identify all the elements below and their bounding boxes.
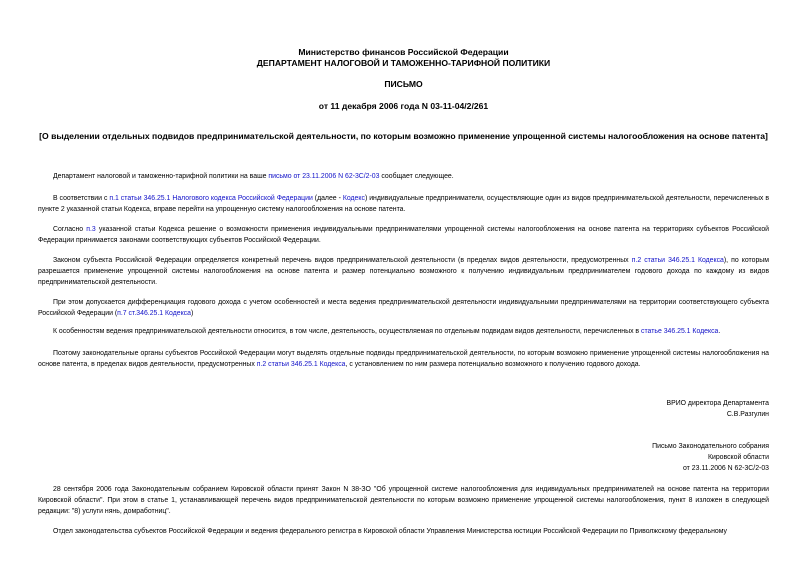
- document-title: [О выделении отдельных подвидов предпринимательской деятельности, по которым возможно применение упрощенной системы налогообложения на основе патента]: [39, 131, 768, 141]
- paragraph-2: [38, 193, 769, 215]
- paragraph-1-text-a: Департамент налоговой и таможенно-тарифной политики на ваше: [53, 173, 269, 180]
- paragraph-4-text-a: Законом субъекта Российской Федерации определяется конкретный перечень видов предпринимательской деятельности (в пределах видов деятельности, предусмотренных: [53, 257, 632, 264]
- ministry-name: Министерство финансов Российской Федерации: [298, 47, 509, 57]
- paragraph-5: [38, 297, 769, 319]
- paragraph-8: 28 сентября 2006 года Законодательным собранием Кировской области принят Закон N 38-ЗО "Об упрощенной системе налогообложения для индивидуальных предпринимателей на основе патента на территории Кировской области". При этом в статье 1, устанавливающей перечень видов предпринимательской деятельности по которым возможно применение упрощенной системы налогообложения, пункт 8 изложен в следующей редакции: "8) услуги нянь, домработниц".: [38, 486, 769, 515]
- paragraph-6-text-a: К особенностям ведения предпринимательской деятельности относится, в том числе, деятельность, осуществляемая по отдельным подвидам видов деятельности, перечисленных в: [53, 328, 641, 335]
- link-letter-62[interactable]: письмо от 23.11.2006 N 62-3С/2-03: [268, 173, 380, 180]
- paragraph-3: [38, 224, 769, 246]
- paragraph-2-text-a: В соответствии с: [53, 195, 110, 202]
- paragraph-9: Отдел законодательства субъектов Российской Федерации и ведения федерального регистра в Кировской области Управления Министерства юстиции Российской Федерации по Приволжскому федеральному: [53, 528, 727, 535]
- paragraph-2-text-b: (далее -: [312, 195, 343, 202]
- paragraph-4-text-b: ), по которым разрешается применение упрощенной системы налогообложения на основе патента и размер потенциально возможного к получению индивидуальным предпринимателем годового дохода по каждому из видов предпринимательской деятельности.: [38, 257, 769, 286]
- paragraph-1: [38, 171, 769, 182]
- department-name: ДЕПАРТАМЕНТ НАЛОГОВОЙ И ТАМОЖЕННО-ТАРИФНОЙ ПОЛИТИКИ: [256, 58, 551, 68]
- paragraph-1-text-b: сообщает следующее.: [379, 173, 454, 180]
- paragraph-2-text-c: ) индивидуальные предприниматели, осуществляющие один из видов предпринимательской деятельности, перечисленных в пункте 2 указанной статьи Кодекса, вправе перейти на упрощенную систему налогообложения на основе патента.: [38, 195, 770, 213]
- paragraph-6: [38, 326, 769, 337]
- paragraph-3-text-a: Согласно: [53, 226, 87, 233]
- document-date-number: от 11 декабря 2006 года N 03-11-04/2/261: [318, 101, 489, 111]
- paragraph-7: [38, 348, 769, 370]
- link-tax-code-article[interactable]: п.1 статьи 346.25.1 Налогового кодекса Российской Федерации: [109, 195, 313, 202]
- paragraph-4: [38, 255, 769, 288]
- paragraph-7-text-a: Поэтому законодательные органы субъектов Российской Федерации могут выделять отдельные подвиды предпринимательской деятельности, по которым возможно применение упрощенной системы налогообложения на основе патента, в пределах видов деятельности, предусмотренных: [38, 350, 769, 368]
- paragraph-3-text-b: указанной статьи Кодекса решение о возможности применения индивидуальными предпринимателями упрощенной системы налогообложения на основе патента на территориях субъектов Российской Федерации принимается законами соответствующих субъектов Российской Федерации.: [38, 226, 769, 244]
- paragraph-7-text-b: , с установлением по ним размера потенциально возможного к получению годового дохода.: [345, 361, 641, 368]
- link-clause-2-article-b[interactable]: п.2 статьи 346.25.1 Кодекса: [256, 361, 346, 368]
- document-type: ПИСЬМО: [384, 79, 423, 89]
- link-article-346[interactable]: статье 346.25.1 Кодекса: [641, 328, 719, 335]
- attachment-line-1: Письмо Законодательного собрания: [652, 443, 769, 450]
- paragraph-5-text-b: ): [190, 310, 194, 317]
- link-clause-3[interactable]: п.3: [86, 226, 96, 233]
- link-clause-7-article[interactable]: п.7 ст.346.25.1 Кодекса: [117, 310, 191, 317]
- attachment-line-2: Кировской области: [707, 454, 769, 461]
- link-clause-2-article[interactable]: п.2 статьи 346.25.1 Кодекса: [631, 257, 724, 264]
- paragraph-5-text-a: При этом допускается дифференциация годового дохода с учетом особенностей и места ведения предпринимательской деятельности индивидуальными предпринимателями на территории соответствующего субъекта Российской Федерации (: [38, 299, 769, 317]
- signatory-name: С.В.Разгулин: [726, 411, 769, 418]
- signatory-position: ВРИО директора Департамента: [666, 400, 769, 407]
- paragraph-6-text-b: .: [718, 328, 721, 335]
- attachment-line-3: от 23.11.2006 N 62-3С/2-03: [682, 465, 769, 472]
- link-code[interactable]: Кодекс: [342, 195, 365, 202]
